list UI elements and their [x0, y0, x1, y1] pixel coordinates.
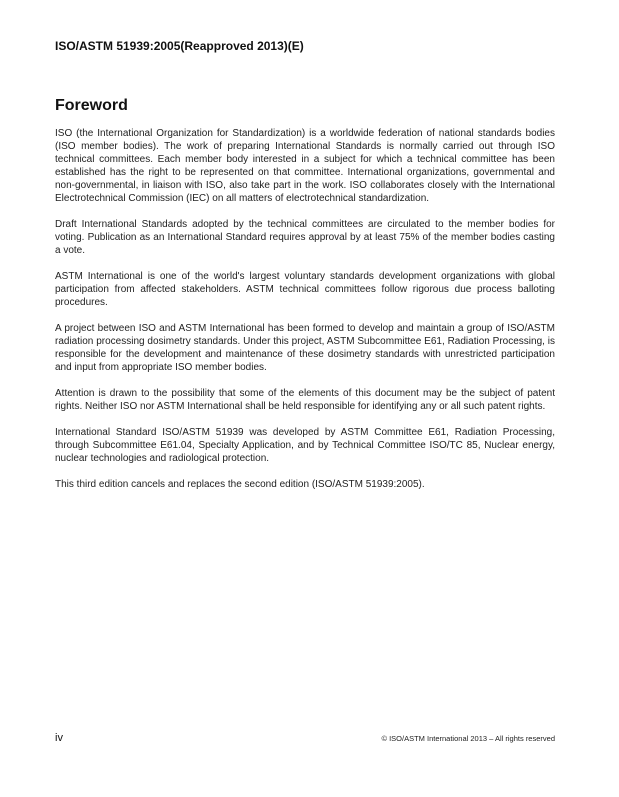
document-id-header: ISO/ASTM 51939:2005(Reapproved 2013)(E) — [55, 39, 304, 53]
paragraph-draft-standards: Draft International Standards adopted by the technical committees are circulated to the member bodies for voting. Publication as an International Standard requires approval by at least 75% of the member bodies casting a vote. — [55, 219, 555, 256]
paragraph-edition: This third edition cancels and replaces the second edition (ISO/ASTM 51939:2005). — [55, 479, 425, 490]
paragraph-astm-intro: ASTM International is one of the world's largest voluntary standards development organizations with global participation from affected stakeholders. ASTM technical committees follow rigorous due process balloting procedures. — [55, 271, 555, 308]
paragraph-patent-rights: Attention is drawn to the possibility that some of the elements of this document may be the subject of patent rights. Neither ISO nor ASTM International shall be held responsible for identifying any or all such patent rights. — [55, 388, 555, 412]
copyright-notice: © ISO/ASTM International 2013 – All rights reserved — [381, 734, 555, 743]
page-title: Foreword — [55, 97, 128, 114]
paragraph-joint-project: A project between ISO and ASTM International has been formed to develop and maintain a group of ISO/ASTM radiation processing dosimetry standards. Under this project, ASTM Subcommittee E61, Radiation Processing, is responsible for the development and maintenance of these dosimetry standards with unrestricted participation and input from appropriate ISO member bodies. — [55, 323, 555, 373]
page-number: iv — [55, 732, 63, 744]
paragraph-iso-intro: ISO (the International Organization for Standardization) is a worldwide federation of national standards bodies (ISO member bodies). The work of preparing International Standards is normally carried out through ISO technical committees. Each member body interested in a subject for which a technical committee has been established has the right to be represented on that committee. International organizations, governmental and non-governmental, in liaison with ISO, also take part in the work. ISO collaborates closely with the International Electrotechnical Commission (IEC) on all matters of electrotechnical standardization. — [55, 128, 555, 204]
foreword-body — [55, 127, 555, 504]
paragraph-development: International Standard ISO/ASTM 51939 was developed by ASTM Committee E61, Radiation Processing, through Subcommittee E61.04, Specialty Application, and by Technical Committee ISO/TC 85, Nuclear energy, nuclear technologies and radiological protection. — [55, 427, 555, 464]
